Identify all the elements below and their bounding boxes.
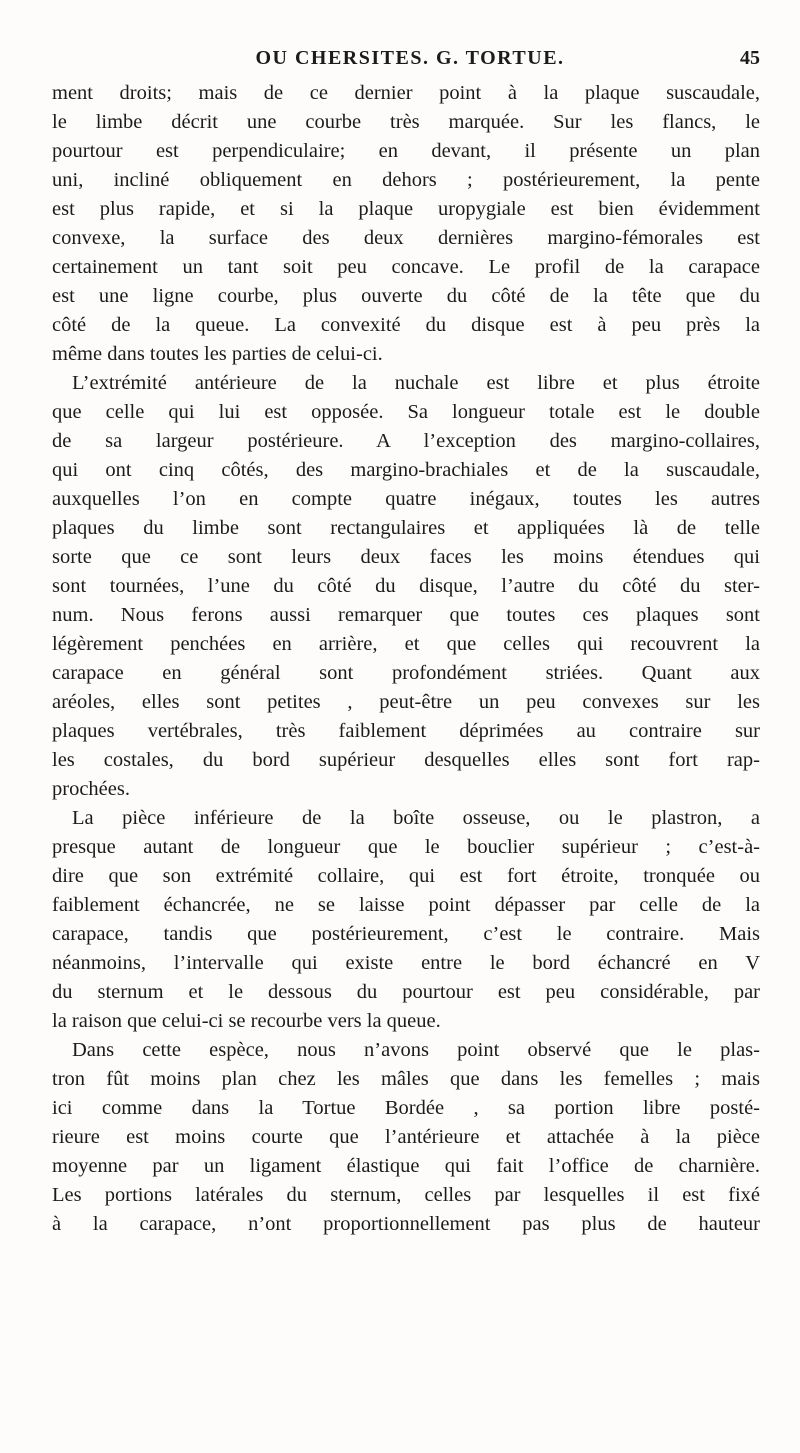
text-line: néanmoins, l’intervalle qui existe entre le bord échancré en V bbox=[52, 952, 760, 974]
text-line: est plus rapide, et si la plaque uropygiale est bien évidemment bbox=[52, 198, 760, 220]
text-line: num. Nous ferons aussi remarquer que toutes ces plaques sont bbox=[52, 604, 760, 626]
text-line: tron fût moins plan chez les mâles que dans les femelles ; mais bbox=[52, 1068, 760, 1090]
text-line: prochées. bbox=[52, 778, 130, 800]
text-line: plaques vertébrales, très faiblement déprimées au contraire sur bbox=[52, 720, 760, 742]
text-line: pourtour est perpendiculaire; en devant, il présente un plan bbox=[52, 140, 760, 162]
running-head bbox=[60, 38, 760, 78]
text-line: les costales, du bord supérieur desquelles elles sont fort rap- bbox=[52, 749, 760, 771]
text-line: faiblement échancrée, ne se laisse point dépasser par celle de la bbox=[52, 894, 760, 916]
body-text bbox=[52, 79, 760, 1239]
text-line: carapace, tandis que postérieurement, c’est le contraire. Mais bbox=[52, 923, 760, 945]
text-line: sont tournées, l’une du côté du disque, l’autre du côté du ster- bbox=[52, 575, 760, 597]
running-head-title: OU CHERSITES. G. TORTUE. bbox=[255, 47, 565, 69]
text-line: côté de la queue. La convexité du disque est à peu près la bbox=[52, 314, 760, 336]
text-line: aréoles, elles sont petites , peut-être un peu convexes sur les bbox=[52, 691, 760, 713]
text-line: le limbe décrit une courbe très marquée. Sur les flancs, le bbox=[52, 111, 760, 133]
text-line: qui ont cinq côtés, des margino-brachiales et de la suscaudale, bbox=[52, 459, 760, 481]
text-line: que celle qui lui est opposée. Sa longueur totale est le double bbox=[52, 401, 760, 423]
text-line: rieure est moins courte que l’antérieure et attachée à la pièce bbox=[52, 1126, 760, 1148]
text-line: de sa largeur postérieure. A l’exception des margino-collaires, bbox=[52, 430, 760, 452]
text-line: est une ligne courbe, plus ouverte du côté de la tête que du bbox=[52, 285, 760, 307]
text-line: carapace en général sont profondément striées. Quant aux bbox=[52, 662, 760, 684]
text-line: moyenne par un ligament élastique qui fait l’office de charnière. bbox=[52, 1155, 760, 1177]
text-line: même dans toutes les parties de celui-ci. bbox=[52, 343, 383, 365]
text-line: L’extrémité antérieure de la nuchale est libre et plus étroite bbox=[72, 372, 760, 394]
text-line: uni, incliné obliquement en dehors ; postérieurement, la pente bbox=[52, 169, 760, 191]
text-line: dire que son extrémité collaire, qui est fort étroite, tronquée ou bbox=[52, 865, 760, 887]
text-line: ici comme dans la Tortue Bordée , sa portion libre posté- bbox=[52, 1097, 760, 1119]
text-line: ment droits; mais de ce dernier point à la plaque suscaudale, bbox=[52, 82, 760, 104]
text-line: Les portions latérales du sternum, celles par lesquelles il est fixé bbox=[52, 1184, 760, 1206]
page-number: 45 bbox=[740, 47, 760, 69]
text-line: du sternum et le dessous du pourtour est peu considérable, par bbox=[52, 981, 760, 1003]
text-line: sorte que ce sont leurs deux faces les moins étendues qui bbox=[52, 546, 760, 568]
text-line: légèrement penchées en arrière, et que celles qui recouvrent la bbox=[52, 633, 760, 655]
text-line: la raison que celui-ci se recourbe vers la queue. bbox=[52, 1010, 441, 1032]
text-line: presque autant de longueur que le bouclier supérieur ; c’est-à- bbox=[52, 836, 760, 858]
text-line: certainement un tant soit peu concave. Le profil de la carapace bbox=[52, 256, 760, 278]
text-line: plaques du limbe sont rectangulaires et appliquées là de telle bbox=[52, 517, 760, 539]
text-line: convexe, la surface des deux dernières margino-fémorales est bbox=[52, 227, 760, 249]
text-line: Dans cette espèce, nous n’avons point observé que le plas- bbox=[72, 1039, 760, 1061]
text-line: La pièce inférieure de la boîte osseuse, ou le plastron, a bbox=[72, 807, 760, 829]
text-line: auxquelles l’on en compte quatre inégaux, toutes les autres bbox=[52, 488, 760, 510]
text-line: à la carapace, n’ont proportionnellement pas plus de hauteur bbox=[52, 1213, 760, 1235]
